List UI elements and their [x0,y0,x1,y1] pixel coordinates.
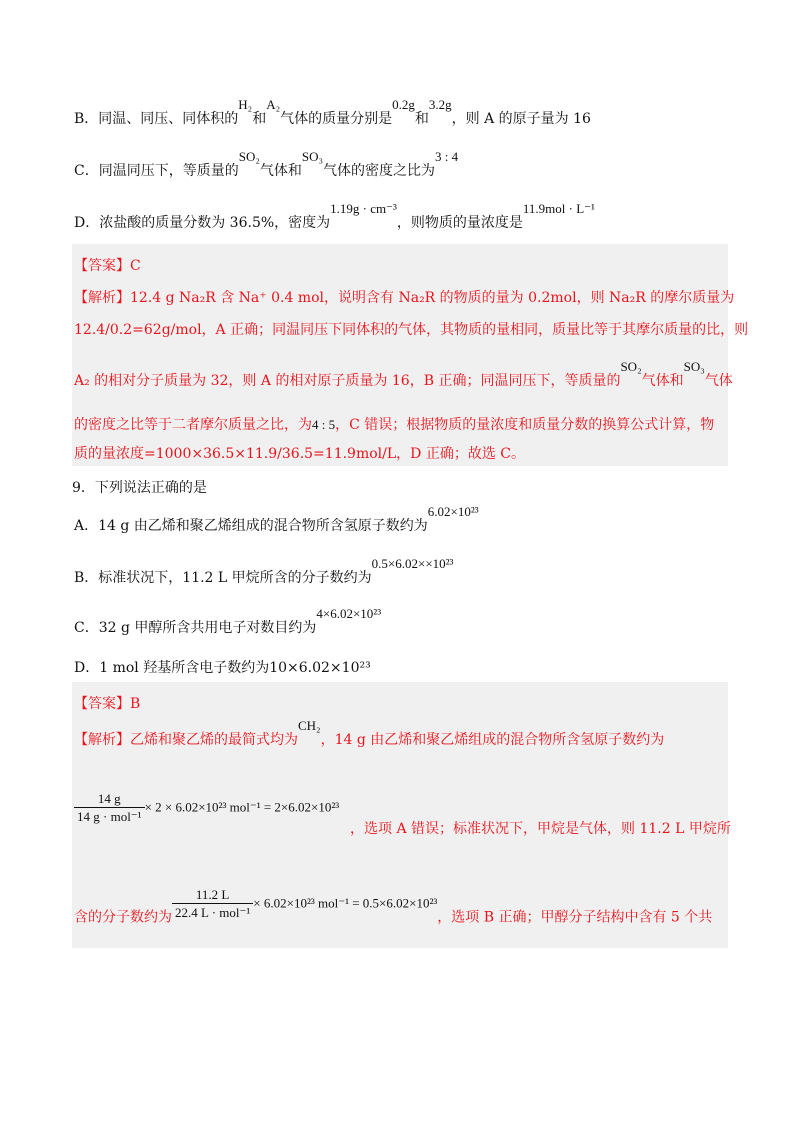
option-9b-math: 0.5×6.02××10²³ [371,556,454,571]
concentration-value: 11.9mol · L⁻¹ [522,201,595,216]
option-b-text-4: 和 [414,111,429,127]
answer-1: 【答案】C [74,258,141,274]
option-b [74,97,591,128]
ratio: 3 : 4 [435,149,459,164]
option-9b [74,556,454,587]
h2-formula: H₂ [238,97,253,112]
explanation-2-line-2: ，选项 A 错误；标准状况下，甲烷是气体，则 11.2 L 甲烷所 [350,821,731,837]
option-b-text-5: ，则 A 的原子量为 16 [451,111,591,127]
explanation-1-line-3-c: 气体 [704,373,733,389]
option-9a-text: A．14 g 由乙烯和聚乙烯组成的混合物所含氢原子数约为 [74,518,428,534]
option-9c-text: C．32 g 甲醇所含共用电子对数目约为 [74,620,317,636]
explanation-1-line-3-a: A₂ 的相对分子质量为 32，则 A 的相对原子质量为 16，B 正确；同温同压下，等质量的 [74,373,621,389]
explanation-1-line-4-a: 的密度之比等于二者摩尔质量之比，为 [74,417,312,433]
answer-2: 【答案】B [74,696,141,712]
so2-formula-exp: SO₂ [620,359,642,374]
explanation-2-line-3 [74,886,712,927]
option-b-text-2: 和 [252,111,267,127]
formula-1-rest: × 2 × 6.02×10²³ mol⁻¹ = 2×6.02×10²³ [144,799,340,815]
option-9a-math: 6.02×10²³ [427,504,479,519]
explanation-2-line-3-b: ，选项 B 正确；甲醇分子结构中含有 5 个共 [437,909,713,926]
mass-a2: 3.2g [428,97,452,112]
explanation-2-line-1-b: ，14 g 由乙烯和聚乙烯组成的混合物所含氢原子数约为 [320,732,665,748]
ch2-formula: CH₂ [298,718,321,733]
option-c [74,149,459,180]
option-9c [74,606,382,637]
so3-formula-exp: SO₃ [683,359,705,374]
so3-formula: SO₃ [301,149,324,164]
option-9b-text: B．标准状况下，11.2 L 甲烷所含的分子数约为 [74,570,372,586]
mass-h2: 0.2g [392,97,415,112]
option-c-text-3: 气体的密度之比为 [323,163,436,179]
fraction-2-numerator: 11.2 L [172,886,253,904]
question-9-stem: 9．下列说法正确的是 [72,480,207,496]
option-c-text-2: 气体和 [259,163,302,179]
option-9a [74,504,479,535]
explanation-2-line-1-a: 【解析】乙烯和聚乙烯的最简式均为 [74,732,298,748]
fraction-2-denominator: 22.4 L · mol⁻¹ [175,905,251,920]
so2-formula: SO₂ [238,149,260,164]
option-b-text-3: 气体的质量分别是 [280,111,393,127]
ratio-exp: 4 : 5 [312,417,336,432]
option-d-text-1: D．浓盐酸的质量分数为 36.5%，密度为 [74,215,331,231]
option-c-text-1: C．同温同压下，等质量的 [74,163,239,179]
explanation-2-line-1 [74,718,665,749]
explanation-2-line-3-a: 含的分子数约为 [74,909,172,926]
option-d [74,201,595,232]
explanation-1-line-3-b: 气体和 [641,373,684,389]
fraction-1-denominator: 14 g · mol⁻¹ [77,809,142,824]
fraction-1-numerator: 14 g [74,790,145,808]
explanation-1-line-3 [74,359,733,390]
explanation-1-line-4-b: ，C 错误；根据物质的量浓度和质量分数的换算公式计算，物 [335,417,715,433]
explanation-1-line-4 [74,414,714,434]
explanation-1-line-1: 【解析】12.4 g Na₂R 含 Na⁺ 0.4 mol，说明含有 Na₂R 的物质的量为 0.2mol，则 Na₂R 的摩尔质量为 [74,290,735,306]
explanation-1-line-2: 12.4/0.2=62g/mol，A 正确；同温同压下同体积的气体，其物质的量相同，质量比等于其摩尔质量的比，则 [74,322,749,338]
explanation-1-line-5: 质的量浓度=1000×36.5×11.9/36.5=11.9mol/L，D 正确；故选 C。 [74,446,525,462]
option-d-text-2: ，则物质的量浓度是 [396,215,523,231]
a2-formula: A₂ [266,97,281,112]
formula-2-rest: × 6.02×10²³ mol⁻¹ = 0.5×6.02×10²³ [253,895,438,911]
option-b-text-1: B．同温、同压、同体积的 [74,111,239,127]
option-9c-math: 4×6.02×10²³ [316,606,382,621]
fraction-2 [172,886,253,921]
option-9d: D．1 mol 羟基所含电子数约为10×6.02×10²³ [74,660,371,676]
formula-1 [74,790,339,825]
density-value: 1.19g · cm⁻³ [330,201,397,216]
fraction-1 [74,790,145,825]
